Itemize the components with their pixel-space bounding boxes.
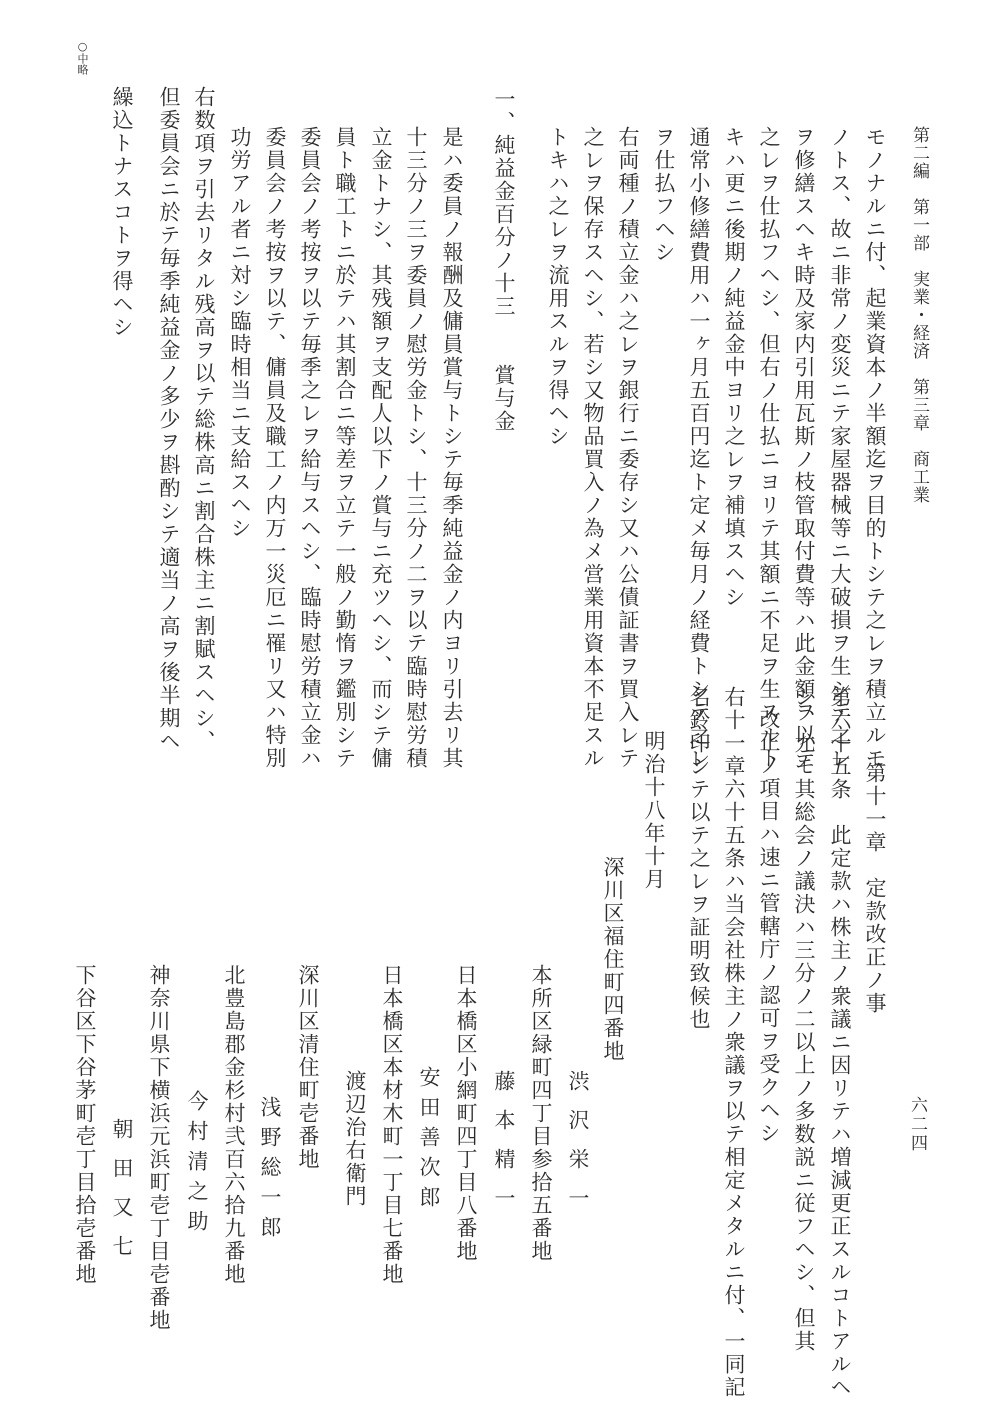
body-line-3: ヲ修繕スヘキ時及家内引用瓦斯ノ枝管取付費等ハ此金額ヲ以テ <box>792 126 816 770</box>
body-line-18: 功労アル者ニ対シ臨時相当ニ支給スヘシ <box>228 126 252 540</box>
body-line-6: 通常小修繕費用ハ一ヶ月五百円迄ト定メ毎月ノ経費トシテ之レ <box>687 126 711 770</box>
body-line-1: モノナルニ付、起業資本ノ半額迄ヲ目的トシテ之レヲ積立ルモ <box>863 126 887 770</box>
signatory-name-2: 藤本精一 <box>492 1070 516 1226</box>
body-line-8: 右両種ノ積立金ハ之レヲ銀行ニ委存シ又ハ公債証書ヲ買入レテ <box>616 126 640 770</box>
signatory-name-5: 浅野総一郎 <box>258 1096 282 1246</box>
article-line-5: 名鈴印シテ以テ之レヲ証明致候也 <box>687 686 711 1031</box>
body-line-2: ノトス、故ニ非常ノ変災ニテ家屋器械等ニ大破損ヲ生シテ之レ <box>828 126 852 770</box>
body-line-13: 十三分ノ三ヲ委員ノ慰労金トシ、十三分ノ二ヲ以テ臨時慰労積 <box>404 126 428 770</box>
body-line-20: 但委員会ニ於テ毎季純益金ノ多少ヲ斟酌シテ適当ノ高ヲ後半期ヘ <box>157 86 181 753</box>
body-line-17: 委員会ノ考按ヲ以テ、傭員及職工ノ内万一災厄ニ罹リ又ハ特別 <box>263 126 287 770</box>
body-line-21: 繰込トナスコトヲ得ヘシ <box>110 86 134 339</box>
omission-note: ○中略 <box>76 40 89 75</box>
signatory-address-3: 日本橋区小網町四丁目八番地 <box>454 964 478 1263</box>
body-line-12: 是ハ委員ノ報酬及傭員賞与トシテ毎季純益金ノ内ヨリ引去リ其 <box>440 126 464 770</box>
body-line-16: 委員会ノ考按ヲ以テ毎季之レヲ給与スヘシ、臨時慰労積立金ハ <box>298 126 322 770</box>
page-number: 六二四 <box>907 1096 927 1153</box>
signatory-address-5: 深川区清住町壱番地 <box>296 964 320 1171</box>
body-line-10: トキハ之レヲ流用スルヲ得ヘシ <box>546 126 570 448</box>
running-header: 第二編 第一部 実業・経済 第三章 商工業 <box>909 126 929 504</box>
chapter-title: 第十一章 定款改正ノ事 <box>863 762 887 1015</box>
date-line: 明治十八年十月 <box>642 730 666 891</box>
signatory-name-1: 渋沢栄一 <box>566 1070 590 1226</box>
article-line-3: 改正ノ項目ハ速ニ管轄庁ノ認可ヲ受クヘシ <box>757 708 781 1145</box>
signatory-name-7: 朝田又七 <box>110 1118 134 1274</box>
signatory-address-6: 北豊島郡金杉村弐百六拾九番地 <box>222 964 246 1286</box>
body-line-9: 之レヲ保存スヘシ、若シ又物品買入ノ為メ営業用資本不足スル <box>581 126 605 770</box>
signatory-address-1: 深川区福住町四番地 <box>601 856 625 1063</box>
signatory-address-7: 神奈川県下横浜元浜町壱丁目壱番地 <box>147 964 171 1332</box>
signatory-name-4: 渡辺治右衛門 <box>343 1070 367 1208</box>
signatory-name-6: 今村清之助 <box>185 1090 209 1240</box>
body-line-4: 之レヲ仕払フヘシ、但右ノ仕払ニヨリテ其額ニ不足ヲ生スルト <box>757 126 781 770</box>
signatory-address-8: 下谷区下谷茅町壱丁目拾壱番地 <box>73 964 97 1286</box>
body-line-14: 立金トナシ、其残額ヲ支配人以下ノ賞与ニ充ツヘシ、而シテ傭 <box>369 126 393 770</box>
article-line-1: 第六十五条 此定款ハ株主ノ衆議ニ因リテハ増減更正スルコトアルヘ <box>828 686 852 1399</box>
body-line-11: 一、純益金百分ノ十三 賞与金 <box>492 88 516 433</box>
signatory-address-2: 本所区緑町四丁目参拾五番地 <box>529 964 553 1263</box>
body-line-5: キハ更ニ後期ノ純益金中ヨリ之レヲ補填スヘシ <box>722 126 746 609</box>
article-line-2: シ、尤モ其総会ノ議決ハ三分ノ二以上ノ多数説ニ従フヘシ、但其 <box>792 686 816 1353</box>
body-line-15: 員ト職工トニ於テハ其割合ニ等差ヲ立テ一般ノ勤惰ヲ鑑別シテ <box>333 126 357 770</box>
article-line-4: 右十一章六十五条ハ当会社株主ノ衆議ヲ以テ相定メタルニ付、一同記 <box>722 686 746 1399</box>
signatory-name-3: 安田善次郎 <box>417 1066 441 1216</box>
signatory-address-4: 日本橋区本材木町一丁目七番地 <box>380 964 404 1286</box>
body-line-19: 右数項ヲ引去リタル残高ヲ以テ総株高ニ割合株主ニ割賦スヘシ、 <box>192 86 216 753</box>
body-line-7: ヲ仕払フヘシ <box>652 126 676 264</box>
